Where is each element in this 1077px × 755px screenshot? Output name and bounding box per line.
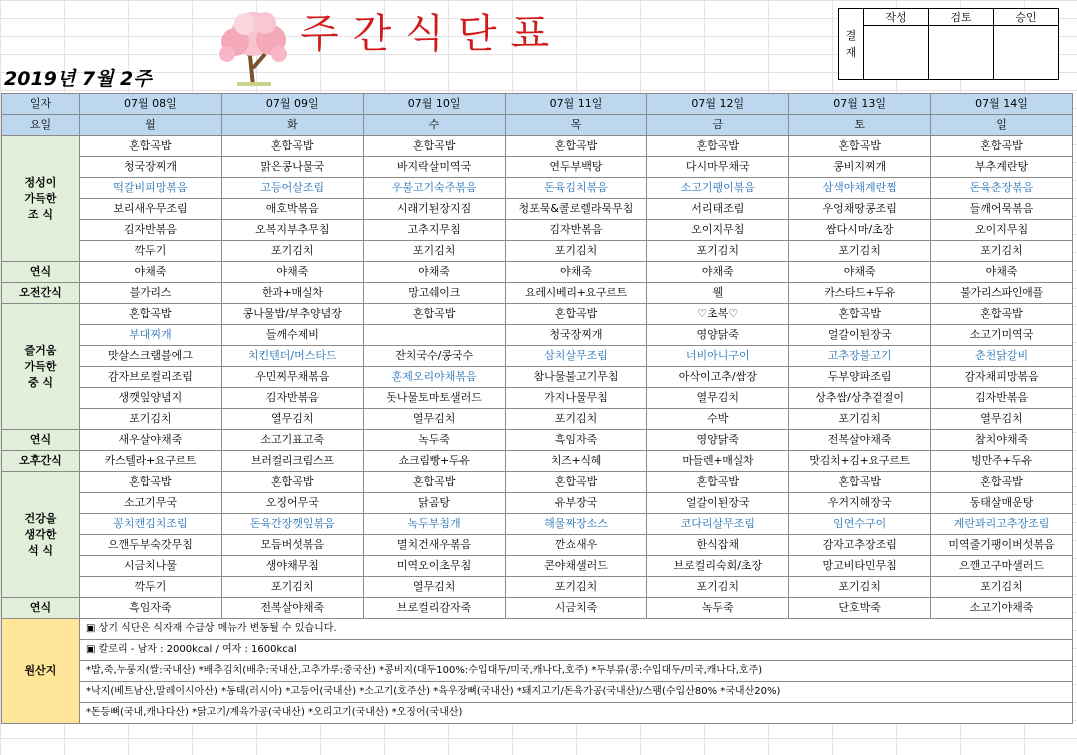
breakfast-porridge-item: 야채죽 bbox=[221, 262, 363, 283]
morning-snack-item: 망고쉐이크 bbox=[363, 283, 505, 304]
approval-sign-review[interactable] bbox=[929, 26, 994, 80]
afternoon-snack-item: 치즈+식혜 bbox=[505, 451, 647, 472]
morning-snack-item: 웰 bbox=[647, 283, 789, 304]
day-weekday: 수 bbox=[363, 115, 505, 136]
lunch-item: 김자반볶음 bbox=[931, 388, 1073, 409]
lunch-item: 혼합곡밥 bbox=[80, 304, 222, 325]
dinner-item: 닭곰탕 bbox=[363, 493, 505, 514]
morning-snack-item: 한과+매실차 bbox=[221, 283, 363, 304]
dinner-item: 깍두기 bbox=[80, 577, 222, 598]
lunch-item: 훈제오리야채볶음 bbox=[363, 367, 505, 388]
breakfast-porridge-item: 야채죽 bbox=[505, 262, 647, 283]
breakfast-item: 혼합곡밥 bbox=[80, 136, 222, 157]
lunch-porridge-item: 전복살야채죽 bbox=[789, 430, 931, 451]
dinner-item: 모듬버섯볶음 bbox=[221, 535, 363, 556]
breakfast-item: 혼합곡밥 bbox=[789, 136, 931, 157]
lunch-item: 콩나물밥/부추양념장 bbox=[221, 304, 363, 325]
day-weekday: 일 bbox=[931, 115, 1073, 136]
afternoon-snack-item: 맛김치+김+요구르트 bbox=[789, 451, 931, 472]
dinner-porridge-item: 녹두죽 bbox=[647, 598, 789, 619]
day-weekday: 토 bbox=[789, 115, 931, 136]
dinner-item: 코다리살무조림 bbox=[647, 514, 789, 535]
breakfast-item: 포기김치 bbox=[647, 241, 789, 262]
dinner-label: 건강을 생각한 석 식 bbox=[2, 472, 80, 598]
note-line: ▣ 칼로리 - 남자 : 2000kcal / 여자 : 1600kcal bbox=[80, 640, 1073, 661]
breakfast-item: 쌈다시마/초장 bbox=[789, 220, 931, 241]
day-weekday: 금 bbox=[647, 115, 789, 136]
dinner-porridge-item: 브로컬리감자죽 bbox=[363, 598, 505, 619]
breakfast-item: 혼합곡밥 bbox=[647, 136, 789, 157]
lunch-item: 혼합곡밥 bbox=[363, 304, 505, 325]
lunch-item: 청국장찌개 bbox=[505, 325, 647, 346]
afternoon-snack-item: 빙만주+두유 bbox=[931, 451, 1073, 472]
breakfast-porridge-label: 연식 bbox=[2, 262, 80, 283]
breakfast-porridge-item: 야채죽 bbox=[789, 262, 931, 283]
lunch-item: 열무김치 bbox=[221, 409, 363, 430]
dinner-item: 해물짜장소스 bbox=[505, 514, 647, 535]
note-line: *돈등뼈(국내,캐나다산) *닭고기/계육가공(국내산) *오리고기(국내산) *오징어(국내산) bbox=[80, 703, 1073, 724]
dinner-item: 혼합곡밥 bbox=[505, 472, 647, 493]
dinner-item: 포기김치 bbox=[647, 577, 789, 598]
dinner-porridge-item: 소고기야채죽 bbox=[931, 598, 1073, 619]
morning-snack-item: 요레시베리+요구르트 bbox=[505, 283, 647, 304]
day-date: 07월 13일 bbox=[789, 94, 931, 115]
afternoon-snack-item: 마들렌+매실차 bbox=[647, 451, 789, 472]
lunch-item: 열무김치 bbox=[931, 409, 1073, 430]
lunch-item: 치킨텐더/머스타드 bbox=[221, 346, 363, 367]
approval-col-review: 검토 bbox=[929, 9, 994, 26]
morning-snack-item: 카스타드+두유 bbox=[789, 283, 931, 304]
afternoon-snack-item: 브러컬리크림스프 bbox=[221, 451, 363, 472]
day-weekday: 월 bbox=[80, 115, 222, 136]
lunch-item: 우민찌무채볶음 bbox=[221, 367, 363, 388]
lunch-item: 열무김치 bbox=[363, 409, 505, 430]
breakfast-item: 들깨어묵볶음 bbox=[931, 199, 1073, 220]
lunch-item: 포기김치 bbox=[789, 409, 931, 430]
dinner-item: 혼합곡밥 bbox=[931, 472, 1073, 493]
lunch-item: 들깨수제비 bbox=[221, 325, 363, 346]
dinner-item: 망고비타민무침 bbox=[789, 556, 931, 577]
day-weekday: 목 bbox=[505, 115, 647, 136]
morning-snack-item: 블가리스 bbox=[80, 283, 222, 304]
lunch-label: 즐거움 가득한 중 식 bbox=[2, 304, 80, 430]
breakfast-item: 보리새우무조림 bbox=[80, 199, 222, 220]
approval-col-approve: 승인 bbox=[994, 9, 1059, 26]
approval-sign-approve[interactable] bbox=[994, 26, 1059, 80]
dinner-item: 혼합곡밥 bbox=[647, 472, 789, 493]
breakfast-label: 정성이 가득한 조 식 bbox=[2, 136, 80, 262]
dinner-item: 혼합곡밥 bbox=[363, 472, 505, 493]
dinner-item: 소고기무국 bbox=[80, 493, 222, 514]
approval-sign-author[interactable] bbox=[864, 26, 929, 80]
breakfast-item: 바지락살미역국 bbox=[363, 157, 505, 178]
breakfast-item: 다시마무채국 bbox=[647, 157, 789, 178]
week-label: 2019년 7월 2주 bbox=[4, 68, 152, 90]
dinner-item: 브로컬리숙회/초장 bbox=[647, 556, 789, 577]
dinner-item: 동태살매운탕 bbox=[931, 493, 1073, 514]
dinner-item: 포기김치 bbox=[789, 577, 931, 598]
dinner-porridge-label: 연식 bbox=[2, 598, 80, 619]
dinner-porridge-item: 시금치죽 bbox=[505, 598, 647, 619]
lunch-item: 너비아니구이 bbox=[647, 346, 789, 367]
breakfast-item: 우불고기숙주볶음 bbox=[363, 178, 505, 199]
dinner-item: 오징어무국 bbox=[221, 493, 363, 514]
breakfast-item: 시래기된장지짐 bbox=[363, 199, 505, 220]
morning-snack-label: 오전간식 bbox=[2, 283, 80, 304]
dinner-item: 계란꽈리고추장조림 bbox=[931, 514, 1073, 535]
afternoon-snack-label: 오후간식 bbox=[2, 451, 80, 472]
breakfast-item: 김자반볶음 bbox=[505, 220, 647, 241]
dinner-porridge-item: 전복살야채죽 bbox=[221, 598, 363, 619]
lunch-item: 김자반볶음 bbox=[221, 388, 363, 409]
breakfast-item: 포기김치 bbox=[221, 241, 363, 262]
dinner-item: 감자고추장조림 bbox=[789, 535, 931, 556]
note-line: *낙지(베트남산,말레이시아산) *동태(러시아) *고등어(국내산) *소고기(호주산) *육우장뼈(국내산) *돼지고기/돈육가공(국내산)/스팸(수입산80% *국내산20%) bbox=[80, 682, 1073, 703]
afternoon-snack-item: 쇼크림빵+두유 bbox=[363, 451, 505, 472]
lunch-item: 돗나물토마토샐러드 bbox=[363, 388, 505, 409]
note-line: *밥,죽,누룽지(쌀:국내산) *배추김치(배추:국내산,고추가루:중국산) *콩비지(대두100%:수입대두/미국,캐나다,호주) *두부류(콩:수입대두/미국,캐나다,호주) bbox=[80, 661, 1073, 682]
dinner-item: 생야채무침 bbox=[221, 556, 363, 577]
breakfast-item: 김자반볶음 bbox=[80, 220, 222, 241]
dinner-item: 임연수구이 bbox=[789, 514, 931, 535]
lunch-item: 춘천닭갈비 bbox=[931, 346, 1073, 367]
breakfast-item: 연두부백탕 bbox=[505, 157, 647, 178]
breakfast-item: 애호박볶음 bbox=[221, 199, 363, 220]
lunch-item: 아삭이고추/쌈장 bbox=[647, 367, 789, 388]
day-date: 07월 14일 bbox=[931, 94, 1073, 115]
dinner-item: 혼합곡밥 bbox=[221, 472, 363, 493]
breakfast-item: 서리태조림 bbox=[647, 199, 789, 220]
dinner-item: 포기김치 bbox=[931, 577, 1073, 598]
day-date: 07월 09일 bbox=[221, 94, 363, 115]
lunch-item: 고추장불고기 bbox=[789, 346, 931, 367]
breakfast-item: 오이지무침 bbox=[647, 220, 789, 241]
origin-label: 원산지 bbox=[2, 619, 80, 724]
dinner-item: 으깬고구마샐러드 bbox=[931, 556, 1073, 577]
dinner-item: 얼갈이된장국 bbox=[647, 493, 789, 514]
approval-side-text: 결재 bbox=[845, 29, 857, 59]
lunch-item bbox=[363, 325, 505, 346]
dinner-item: 우거지해장국 bbox=[789, 493, 931, 514]
lunch-porridge-item: 녹두죽 bbox=[363, 430, 505, 451]
approval-col-author: 작성 bbox=[864, 9, 929, 26]
breakfast-porridge-item: 야채죽 bbox=[647, 262, 789, 283]
breakfast-porridge-item: 야채죽 bbox=[80, 262, 222, 283]
breakfast-item: 떡갈비피망볶음 bbox=[80, 178, 222, 199]
dinner-item: 열무김치 bbox=[363, 577, 505, 598]
dinner-item: 미역줄기팽이버섯볶음 bbox=[931, 535, 1073, 556]
weekly-menu-table bbox=[1, 93, 1073, 724]
breakfast-item: 고추지무침 bbox=[363, 220, 505, 241]
breakfast-item: 소고기팽이볶음 bbox=[647, 178, 789, 199]
lunch-porridge-label: 연식 bbox=[2, 430, 80, 451]
lunch-item: ♡초복♡ bbox=[647, 304, 789, 325]
breakfast-item: 청국장찌개 bbox=[80, 157, 222, 178]
lunch-item: 삼치살무조림 bbox=[505, 346, 647, 367]
dinner-item: 미역오이초무침 bbox=[363, 556, 505, 577]
breakfast-item: 콩비지찌개 bbox=[789, 157, 931, 178]
breakfast-item: 돈육김치볶음 bbox=[505, 178, 647, 199]
dinner-item: 녹두부침개 bbox=[363, 514, 505, 535]
breakfast-item: 포기김치 bbox=[363, 241, 505, 262]
approval-box bbox=[838, 8, 1059, 80]
lunch-porridge-item: 새우살야채죽 bbox=[80, 430, 222, 451]
lunch-item: 상추쌈/상추겉절이 bbox=[789, 388, 931, 409]
page-title: 주간식단표 bbox=[300, 11, 564, 57]
lunch-item: 혼합곡밥 bbox=[931, 304, 1073, 325]
lunch-item: 가지나물무침 bbox=[505, 388, 647, 409]
lunch-item: 감자채피망볶음 bbox=[931, 367, 1073, 388]
dinner-item: 포기김치 bbox=[221, 577, 363, 598]
breakfast-item: 오복지부추무침 bbox=[221, 220, 363, 241]
date-header: 일자 bbox=[2, 94, 80, 115]
lunch-item: 수박 bbox=[647, 409, 789, 430]
dinner-item: 깐쇼새우 bbox=[505, 535, 647, 556]
dinner-item: 혼합곡밥 bbox=[80, 472, 222, 493]
breakfast-item: 돈육춘장볶음 bbox=[931, 178, 1073, 199]
breakfast-item: 포기김치 bbox=[931, 241, 1073, 262]
breakfast-item: 포기김치 bbox=[505, 241, 647, 262]
lunch-item: 부대찌개 bbox=[80, 325, 222, 346]
lunch-porridge-item: 참치야채죽 bbox=[931, 430, 1073, 451]
dinner-item: 시금치나물 bbox=[80, 556, 222, 577]
breakfast-porridge-item: 야채죽 bbox=[931, 262, 1073, 283]
lunch-porridge-item: 소고기표고죽 bbox=[221, 430, 363, 451]
breakfast-item: 혼합곡밥 bbox=[505, 136, 647, 157]
lunch-item: 잔치국수/콩국수 bbox=[363, 346, 505, 367]
lunch-item: 영양닭죽 bbox=[647, 325, 789, 346]
breakfast-porridge-item: 야채죽 bbox=[363, 262, 505, 283]
breakfast-item: 오이지무침 bbox=[931, 220, 1073, 241]
lunch-porridge-item: 영양닭죽 bbox=[647, 430, 789, 451]
lunch-item: 혼합곡밥 bbox=[789, 304, 931, 325]
dinner-item: 한식잡채 bbox=[647, 535, 789, 556]
weekday-header: 요일 bbox=[2, 115, 80, 136]
day-date: 07월 10일 bbox=[363, 94, 505, 115]
lunch-porridge-item: 흑임자죽 bbox=[505, 430, 647, 451]
dinner-item: 포기김치 bbox=[505, 577, 647, 598]
breakfast-item: 고등어살조림 bbox=[221, 178, 363, 199]
afternoon-snack-item: 카스텔라+요구르트 bbox=[80, 451, 222, 472]
breakfast-item: 혼합곡밥 bbox=[221, 136, 363, 157]
day-date: 07월 11일 bbox=[505, 94, 647, 115]
breakfast-item: 삼색야채계란찜 bbox=[789, 178, 931, 199]
lunch-item: 감자브로컬리조림 bbox=[80, 367, 222, 388]
lunch-item: 생깻잎양념지 bbox=[80, 388, 222, 409]
lunch-item: 얼갈이된장국 bbox=[789, 325, 931, 346]
dinner-item: 콘야채샐러드 bbox=[505, 556, 647, 577]
lunch-item: 열무김치 bbox=[647, 388, 789, 409]
lunch-item: 혼합곡밥 bbox=[505, 304, 647, 325]
lunch-item: 포기김치 bbox=[80, 409, 222, 430]
day-date: 07월 08일 bbox=[80, 94, 222, 115]
dinner-item: 멸치건새우볶음 bbox=[363, 535, 505, 556]
breakfast-item: 부추계란탕 bbox=[931, 157, 1073, 178]
breakfast-item: 깍두기 bbox=[80, 241, 222, 262]
day-weekday: 화 bbox=[221, 115, 363, 136]
breakfast-item: 포기김치 bbox=[789, 241, 931, 262]
dinner-item: 으깬두부숙갓무침 bbox=[80, 535, 222, 556]
day-date: 07월 12일 bbox=[647, 94, 789, 115]
cherry-blossom-tree-logo bbox=[213, 8, 293, 88]
dinner-item: 혼합곡밥 bbox=[789, 472, 931, 493]
breakfast-item: 청포묵&콜로렐라묵무침 bbox=[505, 199, 647, 220]
dinner-porridge-item: 흑임자죽 bbox=[80, 598, 222, 619]
dinner-item: 꽁치캔김치조림 bbox=[80, 514, 222, 535]
lunch-item: 맛살스크램블에그 bbox=[80, 346, 222, 367]
morning-snack-item: 불가리스파인애플 bbox=[931, 283, 1073, 304]
note-line: ▣ 상기 식단은 식자재 수급상 메뉴가 변동될 수 있습니다. bbox=[80, 619, 1073, 640]
lunch-item: 포기김치 bbox=[505, 409, 647, 430]
lunch-item: 두부양파조림 bbox=[789, 367, 931, 388]
breakfast-item: 혼합곡밥 bbox=[363, 136, 505, 157]
lunch-item: 소고기미역국 bbox=[931, 325, 1073, 346]
breakfast-item: 혼합곡밥 bbox=[931, 136, 1073, 157]
breakfast-item: 맑은콩나물국 bbox=[221, 157, 363, 178]
lunch-item: 참나물불고기무침 bbox=[505, 367, 647, 388]
dinner-item: 유부장국 bbox=[505, 493, 647, 514]
dinner-item: 돈육간장깻잎볶음 bbox=[221, 514, 363, 535]
breakfast-item: 우엉채땅콩조림 bbox=[789, 199, 931, 220]
dinner-porridge-item: 단호박죽 bbox=[789, 598, 931, 619]
approval-side-label bbox=[839, 9, 864, 80]
